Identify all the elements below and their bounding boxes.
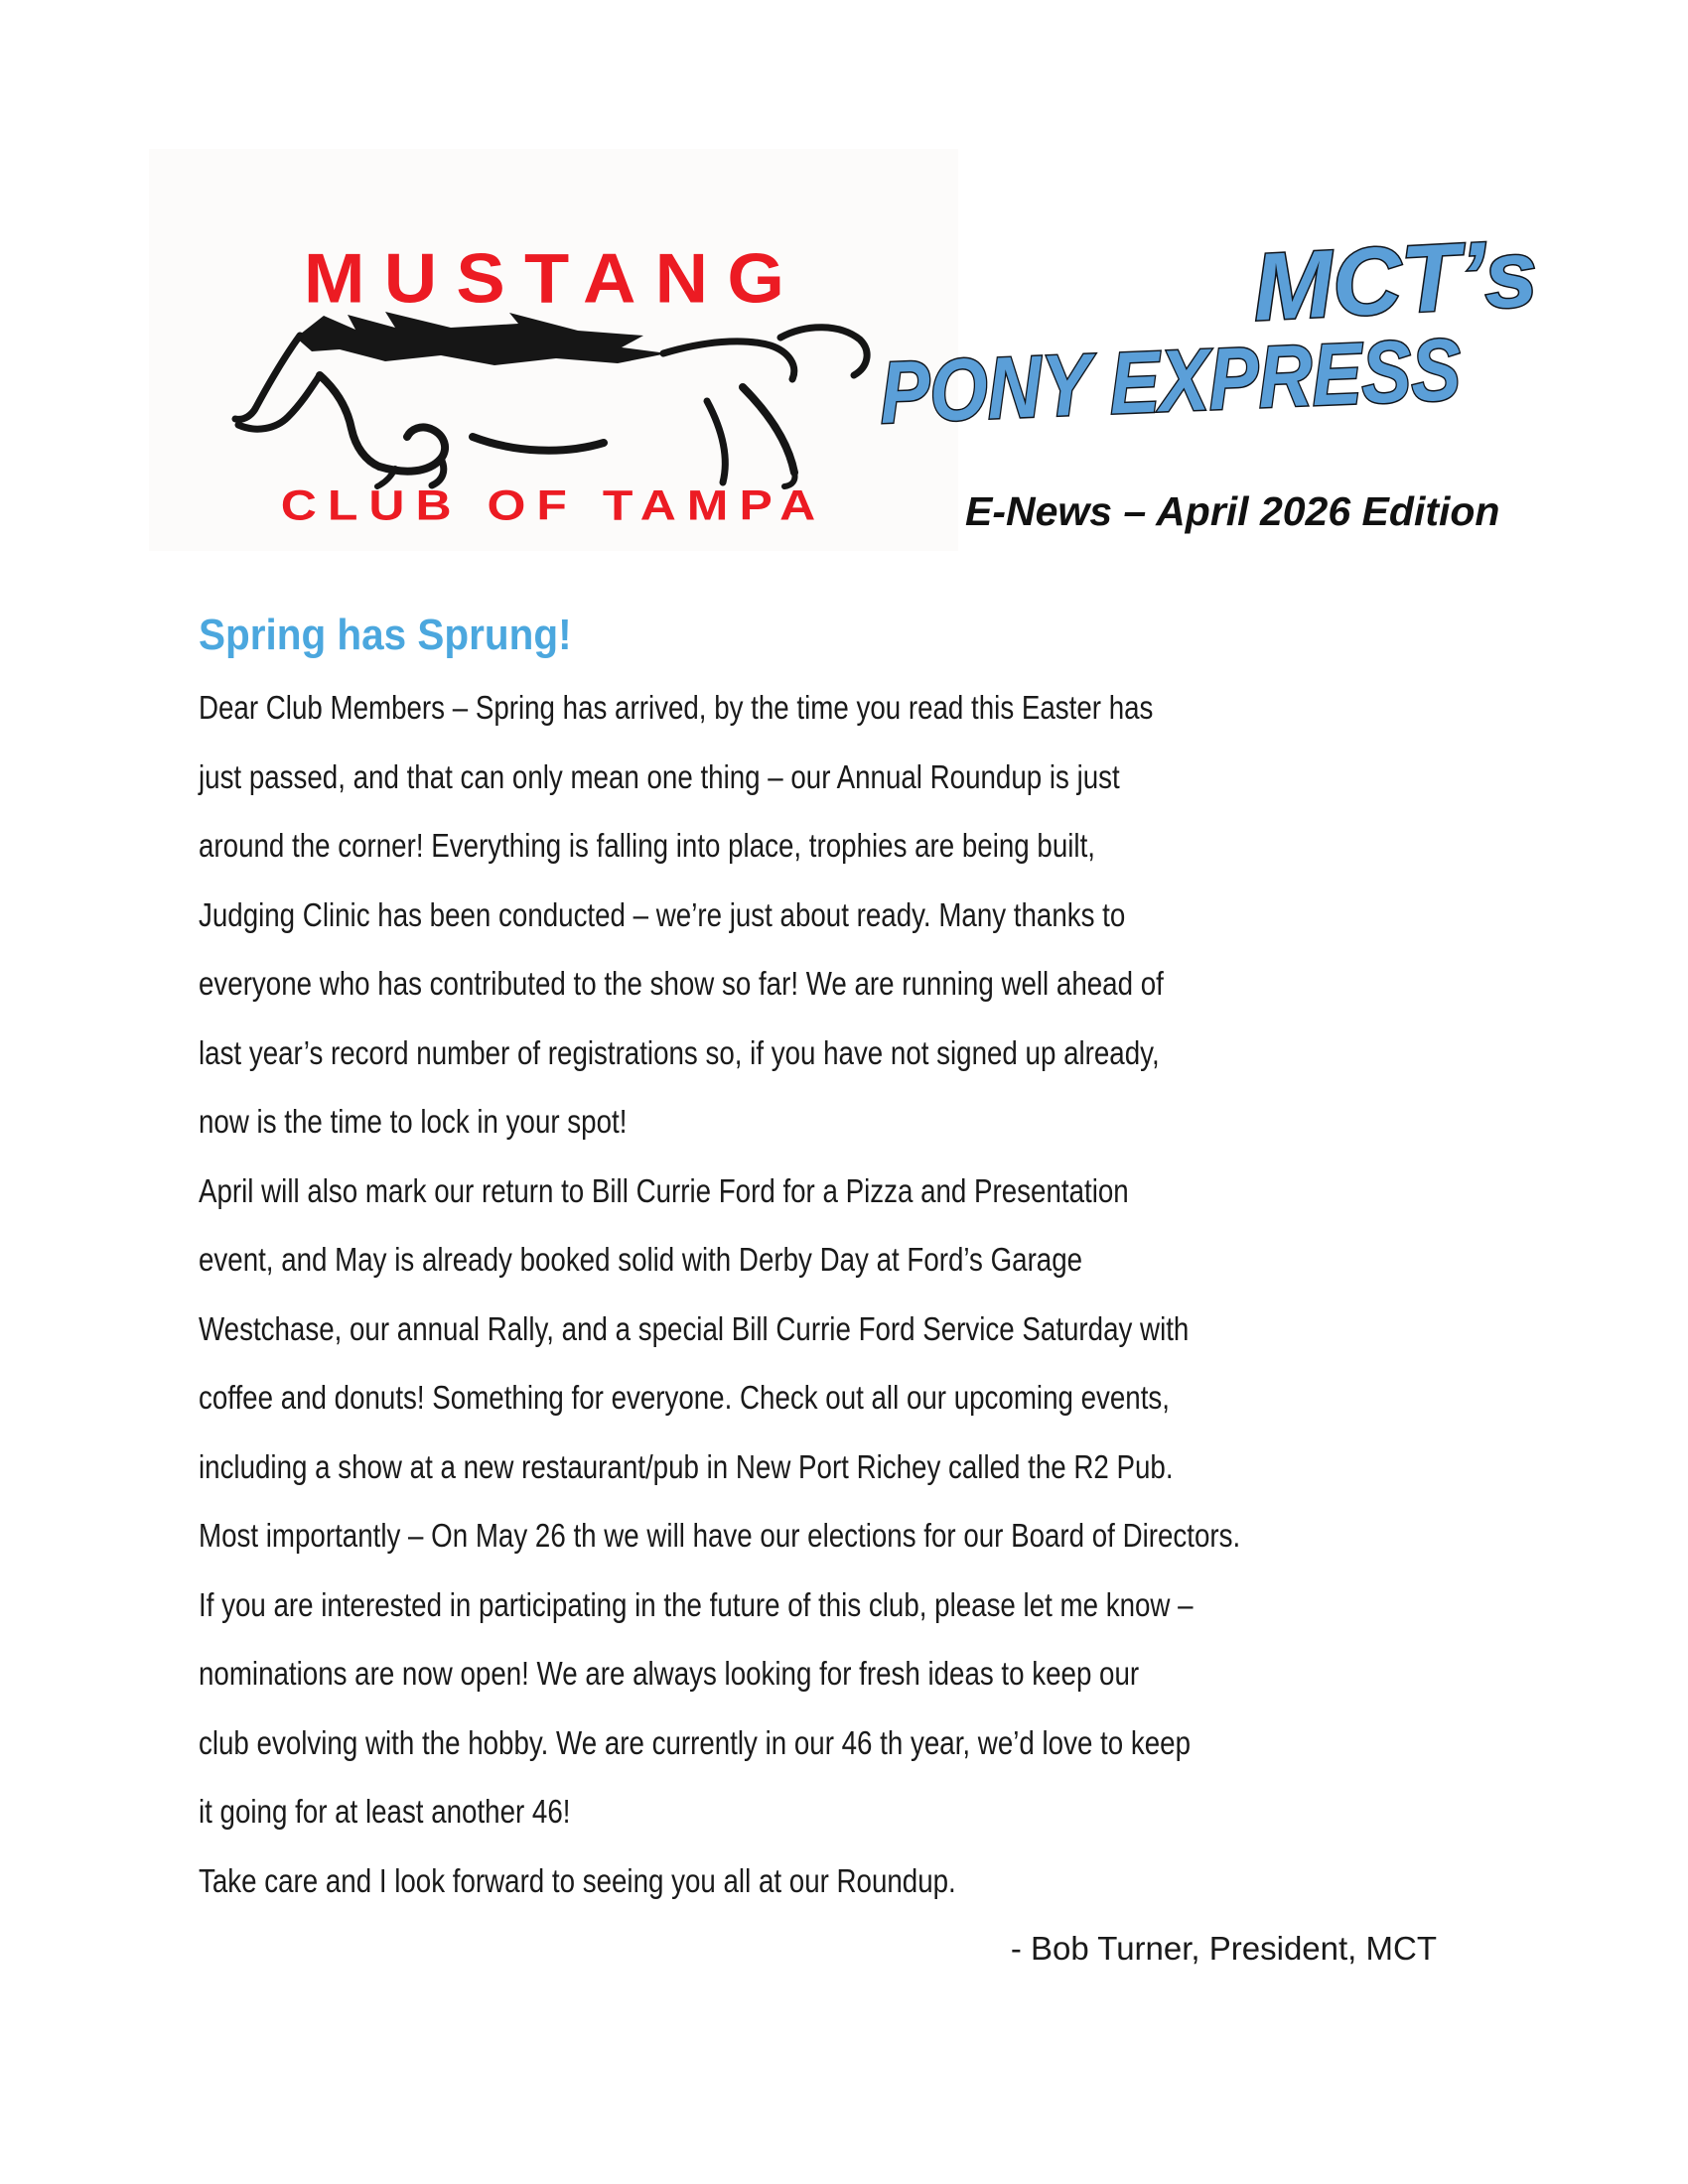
article-body <box>199 685 1433 1927</box>
horse-neck-line <box>320 375 379 467</box>
body-line: Dear Club Members – Spring has arrived, by the time you read this Easter has <box>199 689 1154 726</box>
horse-back-line <box>663 341 794 379</box>
body-line: If you are interested in participating in the future of this club, please let me know – <box>199 1585 1194 1623</box>
body-line: event, and May is already booked solid with Derby Day at Ford’s Garage <box>199 1241 1083 1278</box>
club-logo <box>149 149 958 551</box>
horse-face-line <box>235 336 300 419</box>
body-line: coffee and donuts! Something for everyone. Check out all our upcoming events, <box>199 1379 1170 1416</box>
logo-club-text: CLUB OF TAMPA <box>280 481 827 529</box>
masthead-mcts-title: MCT’s <box>1250 219 1540 341</box>
body-line: Judging Clinic has been conducted – we’re just about ready. Many thanks to <box>199 895 1126 933</box>
body-line: Take care and I look forward to seeing you all at our Roundup. <box>199 1861 956 1899</box>
horse-front-leg <box>379 427 445 471</box>
body-line: last year’s record number of registrations so, if you have not signed up already, <box>199 1033 1160 1071</box>
horse-jaw-line <box>238 375 320 429</box>
body-line: now is the time to lock in your spot! <box>199 1103 628 1140</box>
mustang-horse-icon <box>228 306 953 489</box>
body-line: club evolving with the hobby. We are currently in our 46 th year, we’d love to keep <box>199 1723 1191 1761</box>
masthead-pony-express-title: PONY EXPRESS <box>879 319 1463 442</box>
signature-line: - Bob Turner, President, MCT <box>1010 1930 1437 1967</box>
horse-hind-leg-2 <box>707 401 725 482</box>
body-line: April will also mark our return to Bill Currie Ford for a Pizza and Presentation <box>199 1171 1129 1209</box>
article-heading: Spring has Sprung! <box>199 611 572 659</box>
horse-belly-line <box>473 437 604 451</box>
body-line: around the corner! Everything is falling into place, trophies are being built, <box>199 827 1095 864</box>
body-line: it going for at least another 46! <box>199 1793 571 1830</box>
body-line: Westchase, our annual Rally, and a special Bill Currie Ford Service Saturday with <box>199 1309 1190 1347</box>
body-line: including a show at a new restaurant/pub in New Port Richey called the R2 Pub. <box>199 1447 1174 1485</box>
logo-mustang-text: MUSTANG <box>303 239 804 318</box>
horse-hind-leg <box>743 387 794 473</box>
body-line: Most importantly – On May 26 th we will have our elections for our Board of Directors. <box>199 1517 1241 1554</box>
body-line: everyone who has contributed to the show so far! We are running well ahead of <box>199 965 1164 1002</box>
body-line: just passed, and that can only mean one thing – our Annual Roundup is just <box>199 757 1120 795</box>
horse-mane <box>296 312 667 365</box>
edition-line: E-News – April 2026 Edition <box>965 488 1500 534</box>
body-line: nominations are now open! We are always looking for fresh ideas to keep our <box>199 1655 1140 1692</box>
